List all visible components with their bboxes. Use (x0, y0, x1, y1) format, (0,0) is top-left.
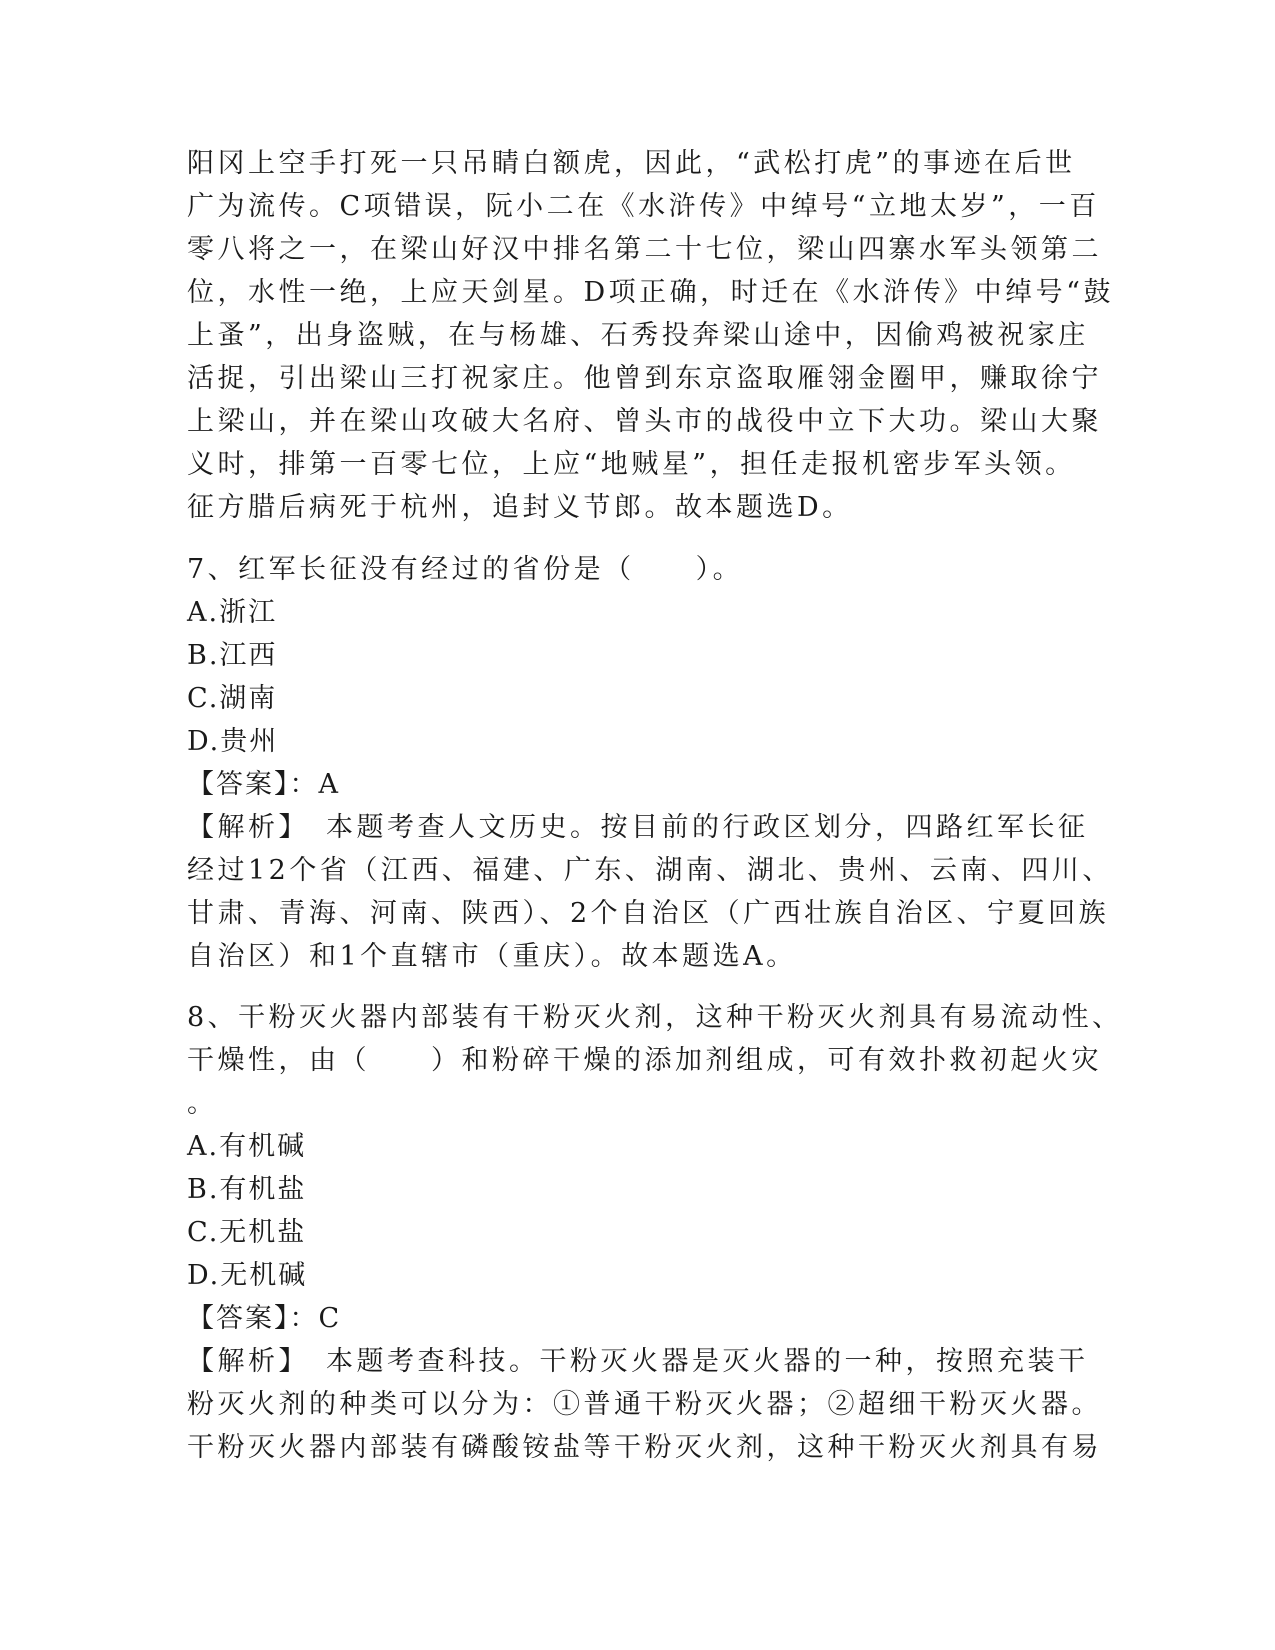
question-8-analysis-line: 【解析】 本题考查科技。干粉灭火器是灭火器的一种，按照充装干 (187, 1346, 1089, 1377)
question-8-option-a: A.有机碱 (187, 1131, 307, 1162)
question-7-option-a: A.浙江 (187, 597, 278, 628)
question-7-option-b: B.江西 (187, 640, 278, 671)
question-7-analysis-line: 甘肃、青海、河南、陕西）、2个自治区（广西壮族自治区、宁夏回族 (187, 898, 1110, 929)
question-7-answer: 【答案】：A (187, 769, 340, 800)
question-7-stem: 7、红军长征没有经过的省份是（ ）。 (187, 554, 744, 585)
question-8-analysis-line: 干粉灭火器内部装有磷酸铵盐等干粉灭火剂，这种干粉灭火剂具有易 (187, 1432, 1102, 1463)
question-8-option-c: C.无机盐 (187, 1217, 307, 1248)
question-7-analysis-line: 自治区）和1个直辖市（重庆）。故本题选A。 (187, 941, 797, 972)
passage-line: 上梁山，并在梁山攻破大名府、曾头市的战役中立下大功。梁山大聚 (187, 406, 1102, 437)
passage-line: 征方腊后病死于杭州，追封义节郎。故本题选D。 (187, 492, 853, 523)
passage-line: 位，水性一绝，上应天剑星。D项正确，时迁在《水浒传》中绰号“鼓 (187, 277, 1114, 308)
passage-line: 上蚤”，出身盗贼，在与杨雄、石秀投奔梁山途中，因偷鸡被祝家庄 (187, 320, 1089, 351)
question-8-option-b: B.有机盐 (187, 1174, 307, 1205)
question-7-option-c: C.湖南 (187, 683, 278, 714)
question-7-option-d: D.贵州 (187, 726, 279, 757)
question-8-stem-line: 。 (187, 1088, 218, 1119)
passage-line: 广为流传。C项错误，阮小二在《水浒传》中绰号“立地太岁”，一百 (187, 191, 1100, 222)
question-8-answer: 【答案】：C (187, 1303, 342, 1334)
passage-line: 阳冈上空手打死一只吊睛白额虎，因此，“武松打虎”的事迹在后世 (187, 148, 1076, 179)
passage-line: 义时，排第一百零七位，上应“地贼星”，担任走报机密步军头领。 (187, 449, 1076, 480)
question-8-stem-line: 干燥性，由（ ）和粉碎干燥的添加剂组成，可有效扑救初起火灾 (187, 1045, 1102, 1076)
question-8-analysis-line: 粉灭火剂的种类可以分为：①普通干粉灭火器；②超细干粉灭火器。 (187, 1389, 1102, 1420)
passage-line: 零八将之一，在梁山好汉中排名第二十七位，梁山四寨水军头领第二 (187, 234, 1102, 265)
question-8-stem-line: 8、干粉灭火器内部装有干粉灭火剂，这种干粉灭火剂具有易流动性、 (187, 1002, 1123, 1033)
passage-line: 活捉，引出梁山三打祝家庄。他曾到东京盗取雁翎金圈甲，赚取徐宁 (187, 363, 1102, 394)
question-8-option-d: D.无机碱 (187, 1260, 308, 1291)
question-7-analysis-line: 【解析】 本题考查人文历史。按目前的行政区划分，四路红军长征 (187, 812, 1089, 843)
question-7-analysis-line: 经过12个省（江西、福建、广东、湖南、湖北、贵州、云南、四川、 (187, 855, 1113, 886)
